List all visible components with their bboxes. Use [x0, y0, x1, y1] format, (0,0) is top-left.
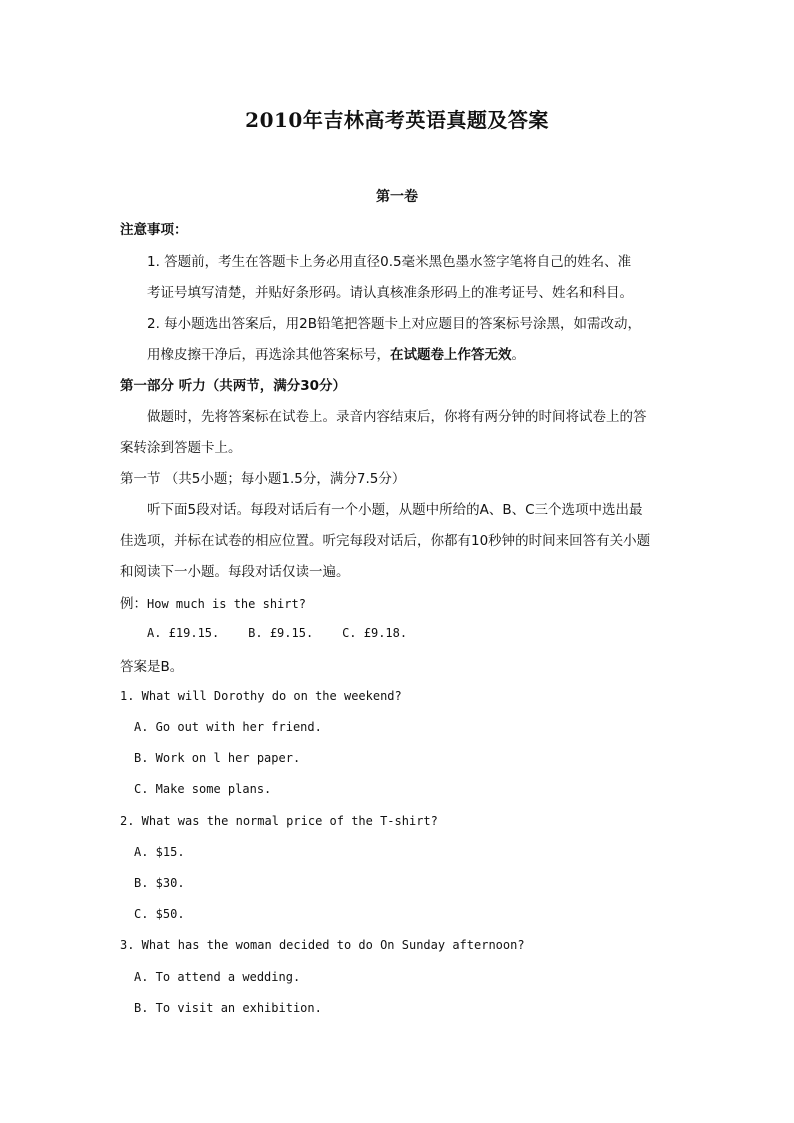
note1-line1: 1. 答题前，考生在答题卡上务必用直径0.5毫米黑色墨水签字笔将自己的姓名、准 — [147, 254, 632, 270]
q2-option-a: A. $15. — [134, 845, 185, 859]
q1-option-a: A. Go out with her friend. — [134, 720, 322, 734]
note1-line2: 考证号填写清楚，并贴好条形码。请认真核准条形码上的准考证号、姓名和科目。 — [147, 285, 633, 301]
q3-option-b: B. To visit an exhibition. — [134, 1001, 322, 1015]
question-1: 1. What will Dorothy do on the weekend? — [120, 689, 402, 703]
example-answer: 答案是B。 — [120, 659, 184, 675]
q1-option-c: C. Make some plans. — [134, 782, 272, 796]
note2-line1: 2. 每小题选出答案后，用2B铅笔把答题卡上对应题目的答案标号涂黑，如需改动， — [147, 316, 642, 332]
notes-heading: 注意事项： — [120, 222, 188, 238]
section1-intro-line2: 佳选项，并标在试卷的相应位置。听完每段对话后，你都有10秒钟的时间来回答有关小题 — [120, 533, 651, 549]
section1-heading: 第一节 （共5小题；每小题1.5分，满分7.5分） — [120, 471, 406, 487]
example-options: A. £19.15. B. £9.15. C. £9.18. — [147, 626, 408, 640]
q1-option-b: B. Work on l her paper. — [134, 751, 301, 765]
note2-line2 — [147, 343, 525, 363]
part1-intro-line2: 案转涂到答题卡上。 — [120, 440, 242, 456]
q2-option-c: C. $50. — [134, 907, 185, 921]
part1-intro-line1: 做题时，先将答案标在试卷上。录音内容结束后，你将有两分钟的时间将试卷上的答 — [147, 409, 647, 425]
note2-line2-plain: 用橡皮擦干净后，再选涂其他答案标号， — [147, 347, 390, 363]
section-title: 第一卷 — [376, 189, 418, 205]
q2-option-b: B. $30. — [134, 876, 185, 890]
note2-line2-end: 。 — [511, 347, 525, 363]
example-question-text: How much is the shirt? — [147, 597, 306, 611]
section1-intro-line3: 和阅读下一小题。每段对话仅读一遍。 — [120, 564, 350, 580]
example-label: 例： — [120, 596, 147, 612]
part1-heading: 第一部分 听力（共两节，满分30分） — [120, 378, 346, 394]
q3-option-a: A. To attend a wedding. — [134, 970, 301, 984]
document-title: 2010年吉林高考英语真题及答案 — [245, 108, 549, 132]
note2-line2-bold: 在试题卷上作答无效 — [390, 347, 512, 363]
example-question — [120, 592, 306, 612]
question-3: 3. What has the woman decided to do On Sunday afternoon? — [120, 938, 525, 952]
section1-intro-line1: 听下面5段对话。每段对话后有一个小题，从题中所给的A、B、C三个选项中选出最 — [147, 502, 643, 518]
question-2: 2. What was the normal price of the T-shirt? — [120, 814, 438, 828]
